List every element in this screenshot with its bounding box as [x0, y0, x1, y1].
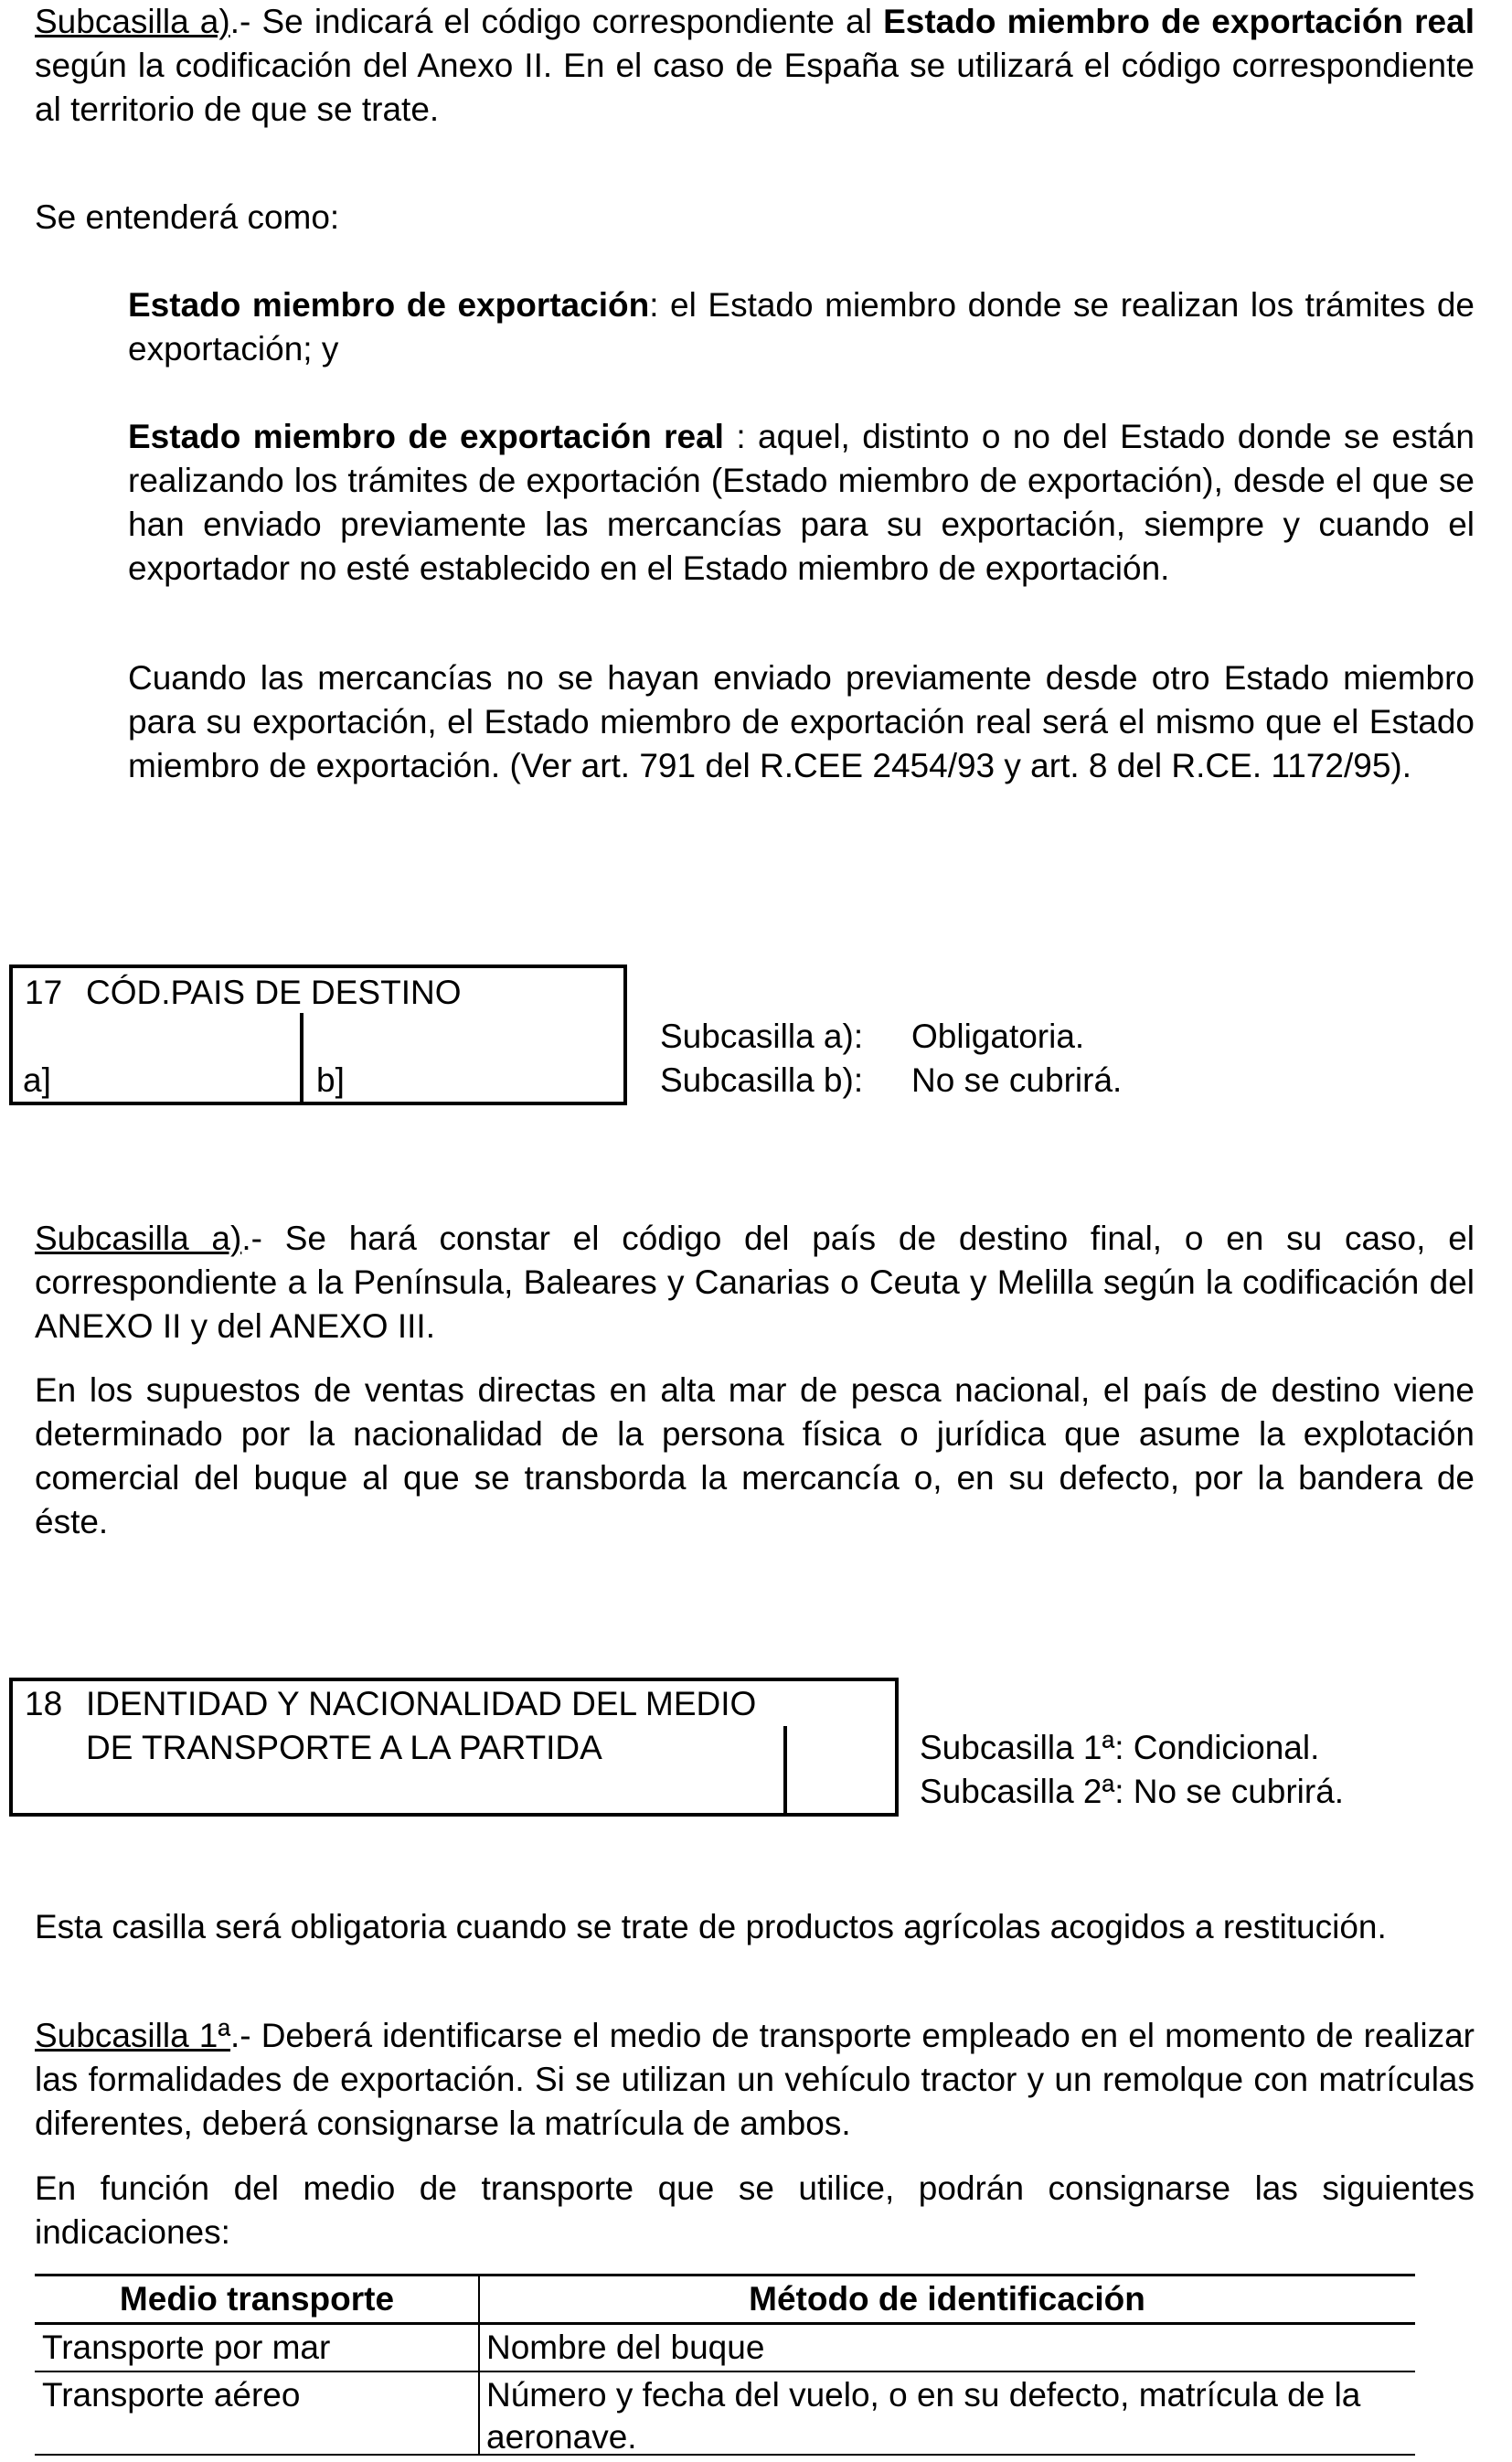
intro-line: Se entenderá como: — [35, 198, 340, 236]
table-row — [35, 2371, 1415, 2458]
paragraph-same-state: Cuando las mercancías no se hayan enviado previamente desde otro Estado miembro para su exportación, el Estado miembro de exportación real será el mismo que el Estado miembro de exportación. (Ver art. 791 del R.CEE 2454/93 y art. 8 del R.CE. 1172/95). — [128, 659, 1475, 784]
text: .- Se indicará el código correspondiente al — [229, 3, 884, 40]
table-header-row — [35, 2276, 1415, 2324]
box-17-divider — [300, 1013, 303, 1105]
box-18-title-line2: DE TRANSPORTE A LA PARTIDA — [86, 1729, 602, 1766]
box-18-sub-2: Subcasilla 2ª: No se cubrirá. — [920, 1773, 1345, 1810]
paragraph-sub-a-17 — [35, 1217, 1475, 1348]
box-18-divider — [783, 1726, 787, 1817]
definition-2 — [128, 415, 1475, 591]
definition-text: : aquel, distinto o no del Estado donde se están realizando los trámites de exportación (Estado miembro de exportación), desde el que se han enviado previamente las mercancías para su exportación, siempre y cuando el exportador no esté establecido en el Estado miembro de exportación. — [128, 418, 1475, 587]
box-17-sub-b-label: Subcasilla b): — [660, 1061, 864, 1099]
paragraph-indications: En función del medio de transporte que se utilice, podrán consignarse las siguientes indicaciones: — [35, 2169, 1475, 2251]
text: según la codificación del Anexo II. En el caso de España se utilizará el código correspondiente al territorio de que se trate. — [35, 47, 1475, 128]
bold-term: Estado miembro de exportación real — [883, 3, 1475, 40]
definition-term: Estado miembro de exportación — [128, 286, 650, 324]
box-17-sub-b-value: No se cubrirá. — [911, 1061, 1123, 1099]
transport-table — [35, 2276, 1415, 2458]
definition-1 — [128, 283, 1475, 371]
header-metodo-identificacion: Método de identificación — [749, 2280, 1145, 2318]
box-17-number: 17 — [25, 974, 63, 1011]
box-17-sub-a-label: Subcasilla a): — [660, 1018, 864, 1055]
paragraph-obligatory: Esta casilla será obligatoria cuando se trate de productos agrícolas acogidos a restitución. — [35, 1908, 1387, 1945]
subcasilla-label: Subcasilla a) — [35, 1220, 242, 1257]
definition-term: Estado miembro de exportación real — [128, 418, 724, 455]
header-medio-transporte: Medio transporte — [119, 2280, 395, 2318]
paragraph-sub-1-18 — [35, 2014, 1475, 2146]
box-18-sub-1: Subcasilla 1ª: Condicional. — [920, 1729, 1320, 1766]
box-17-sub-a-value: Obligatoria. — [911, 1018, 1085, 1055]
cell-metodo: Número y fecha del vuelo, o en su defecto, matrícula de la aeronave. — [486, 2376, 1361, 2456]
subcasilla-label: Subcasilla 1ª — [35, 2017, 231, 2054]
subcasilla-label: Subcasilla a) — [35, 3, 230, 40]
box-17-title: CÓD.PAIS DE DESTINO — [86, 974, 462, 1011]
cell-metodo: Nombre del buque — [486, 2329, 765, 2366]
definition-text: : el Estado miembro donde se realizan los trámites de exportación; y — [128, 286, 1475, 368]
box-18-title-line1: IDENTIDAD Y NACIONALIDAD DEL MEDIO — [86, 1685, 757, 1722]
box-18-number: 18 — [25, 1685, 63, 1722]
cell-medio: Transporte aéreo — [42, 2376, 301, 2414]
cell-medio: Transporte por mar — [42, 2329, 331, 2366]
text: .- Deberá identificarse el medio de transporte empleado en el momento de realizar las formalidades de exportación. Si se utilizan un vehículo tractor y un remolque con matrículas diferentes, deberá consignarse la matrícula de ambos. — [35, 2017, 1475, 2142]
table-row — [35, 2324, 1415, 2372]
box-17-field-a: a] — [23, 1061, 51, 1099]
text: .- Se hará constar el código del país de destino final, o en su caso, el correspondiente a la Península, Baleares y Canarias o Ceuta y Melilla según la codificación del ANEXO II y del ANEXO III. — [35, 1220, 1475, 1345]
box-17-field-b: b] — [316, 1061, 345, 1099]
paragraph-sub-a-16 — [35, 0, 1475, 132]
paragraph-high-seas: En los supuestos de ventas directas en alta mar de pesca nacional, el país de destino viene determinado por la nacionalidad de la persona física o jurídica que asume la explotación comercial del buque al que se transborda la mercancía o, en su defecto, por la bandera de éste. — [35, 1371, 1475, 1540]
